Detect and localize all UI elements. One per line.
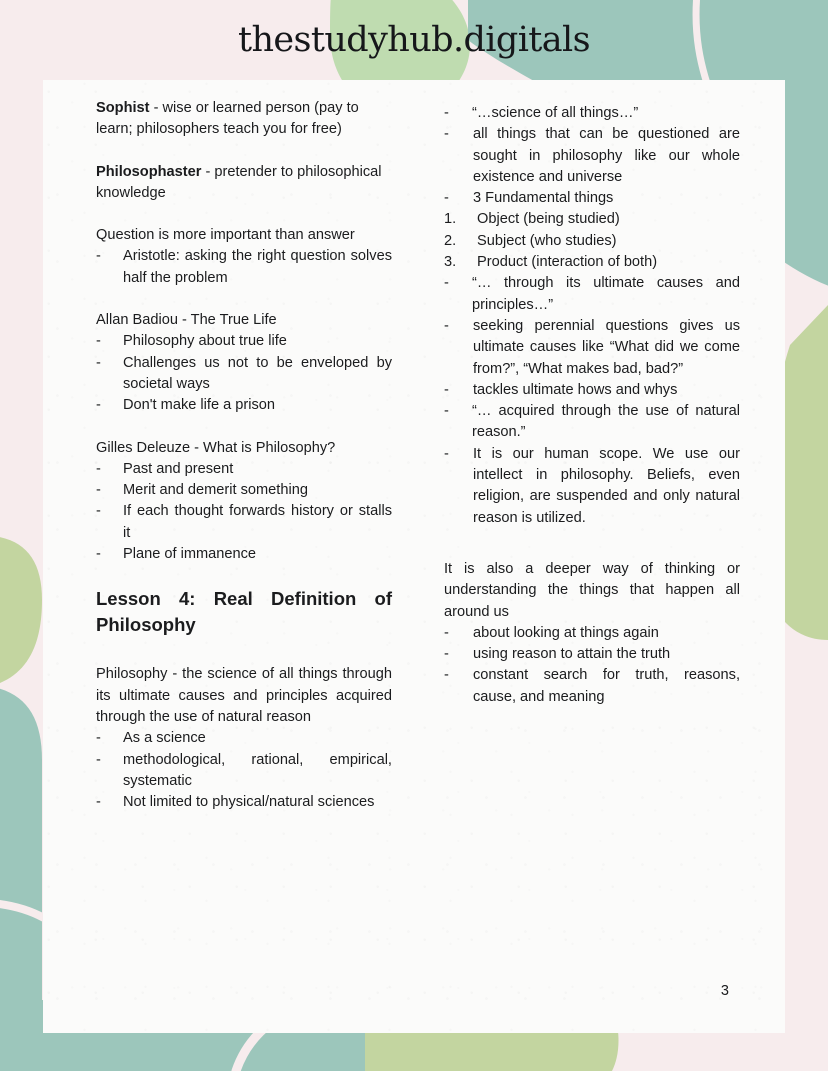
list-item: - Don't make life a prison (96, 395, 392, 416)
list-item: - Philosophy about true life (96, 331, 392, 352)
list-item: - seeking perennial questions gives us ultimate causes like “What did we come from?”, “What makes bad, bad?” (444, 317, 740, 377)
list-item: 1. Object (being studied) (444, 209, 740, 230)
dash-bullet-icon: - (96, 460, 101, 477)
quote-block-natural-reason (444, 401, 740, 444)
philosophy-definition: Philosophy - the science of all things through its ultimate causes and principles acquired through the use of natural reason (96, 666, 392, 725)
number-marker: 3. (444, 254, 457, 271)
sophist-entry (96, 98, 392, 141)
lesson-heading: Lesson 4: Real Definition of Philosophy (96, 588, 392, 636)
list-item: - 3 Fundamental things (444, 188, 740, 209)
spacer (96, 204, 392, 225)
list-item: - tackles ultimate hows and whys (444, 380, 740, 401)
dash-bullet-icon: - (444, 667, 449, 684)
list-item: - “…science of all things…” (444, 103, 740, 124)
spacer (96, 289, 392, 310)
number-marker: 2. (444, 232, 457, 249)
dash-bullet-icon: - (96, 482, 101, 499)
list-item: - Aristotle: asking the right question solves half the problem (96, 248, 392, 286)
philosophaster-definition: - pretender to philosophical knowledge (96, 163, 382, 201)
document-page (43, 80, 785, 1033)
deleuze-bullet-list (96, 459, 392, 565)
list-item: - Past and present (96, 459, 392, 480)
dash-bullet-icon: - (96, 354, 101, 371)
list-item: - methodological, rational, empirical, systematic (96, 751, 392, 789)
list-item: 3. Product (interaction of both) (444, 252, 740, 273)
quote-block-science (444, 103, 740, 124)
philosophaster-term: Philosophaster (96, 163, 202, 180)
spacer (444, 529, 740, 550)
page-number: 3 (720, 983, 729, 999)
spacer (96, 565, 392, 586)
dash-bullet-icon: - (96, 333, 101, 350)
philosophaster-entry (96, 162, 392, 205)
number-marker: 1. (444, 211, 457, 228)
question-lead: Question is more important than answer (96, 227, 355, 244)
dash-bullet-icon: - (96, 397, 101, 414)
natural-reason-sub-list (444, 444, 740, 529)
science-sub-list (444, 124, 740, 209)
dash-bullet-icon: - (96, 730, 101, 747)
list-item: - all things that can be questioned are sought in philosophy like our whole existence and universe (444, 126, 740, 185)
sophist-line1: - wise or learned person (pay to (149, 100, 359, 116)
list-item: - As a science (96, 728, 392, 749)
sophist-line2: learn; philosophers teach you for free) (96, 121, 342, 138)
dash-bullet-icon: - (444, 646, 449, 663)
list-item: - Plane of immanence (96, 544, 392, 565)
list-item: - “… through its ultimate causes and principles…” (444, 275, 740, 313)
list-item: - Challenges us not to be enveloped by societal ways (96, 354, 392, 392)
list-item: - using reason to attain the truth (444, 644, 740, 665)
dash-bullet-icon: - (444, 190, 449, 207)
dash-bullet-icon: - (444, 381, 449, 398)
list-item: - Merit and demerit something (96, 480, 392, 501)
dash-bullet-icon: - (444, 105, 449, 121)
site-wordmark: thestudyhub.digitals (238, 20, 590, 60)
dash-bullet-icon: - (444, 317, 449, 334)
badiou-lead: Allan Badiou - The True Life (96, 312, 277, 329)
closing-lead: It is also a deeper way of thinking or understanding the things that happen all around us (444, 560, 740, 620)
right-column (444, 98, 740, 1033)
quote-block-causes (444, 273, 740, 316)
dash-bullet-icon: - (96, 248, 101, 265)
lesson-bullet-list (96, 728, 392, 749)
dash-bullet-icon: - (444, 275, 449, 292)
page-columns (43, 80, 785, 1033)
dash-bullet-icon: - (96, 503, 101, 520)
sophist-term: Sophist (96, 100, 150, 116)
list-item: - constant search for truth, reasons, cause, and meaning (444, 667, 740, 705)
fundamental-things-numbered-list (444, 209, 740, 273)
list-item: 2. Subject (who studies) (444, 231, 740, 252)
dash-bullet-icon: - (96, 751, 101, 768)
dash-bullet-icon: - (96, 546, 101, 563)
lesson-sub-bullet-list (96, 750, 392, 814)
dash-bullet-icon: - (444, 445, 449, 462)
deleuze-lead: Gilles Deleuze - What is Philosophy? (96, 439, 336, 456)
badiou-bullet-list (96, 331, 392, 416)
spacer (444, 550, 740, 559)
dash-bullet-icon: - (444, 126, 449, 143)
spacer (96, 417, 392, 438)
list-item: - about looking at things again (444, 623, 740, 644)
list-item: - It is our human scope. We use our intellect in philosophy. Beliefs, even religion, are suspended and only natural reason is utilized. (444, 445, 740, 526)
closing-bullet-list (444, 623, 740, 708)
list-item: - Not limited to physical/natural sciences (96, 792, 392, 813)
dash-bullet-icon: - (96, 794, 101, 811)
list-item: - “… acquired through the use of natural reason.” (444, 403, 740, 441)
question-bullet-list (96, 246, 392, 289)
dash-bullet-icon: - (444, 624, 449, 641)
left-column (96, 98, 392, 1033)
spacer (96, 141, 392, 162)
list-item: - If each thought forwards history or stalls it (96, 503, 392, 541)
dash-bullet-icon: - (444, 403, 449, 420)
causes-sub-list (444, 316, 740, 401)
